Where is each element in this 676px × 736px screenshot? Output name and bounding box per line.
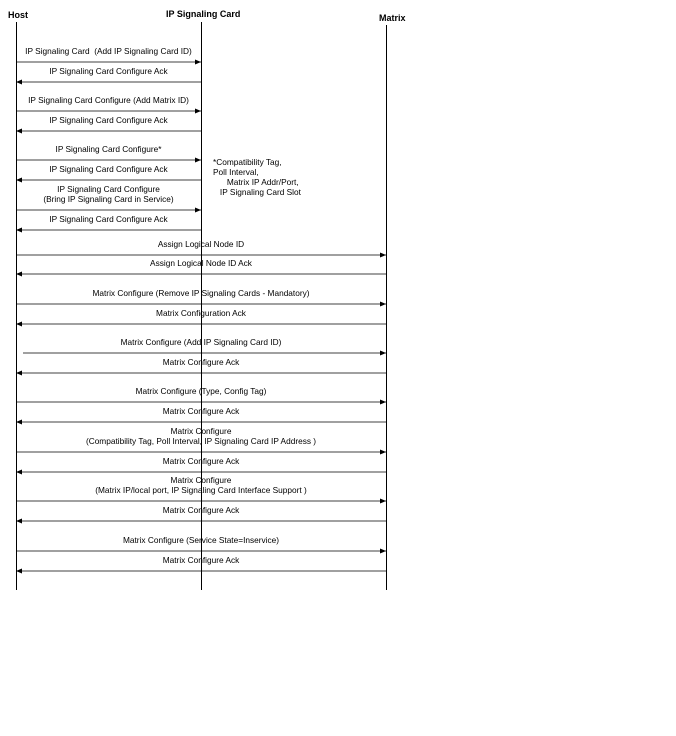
- message-arrowhead: [16, 371, 22, 376]
- message-label: IP Signaling Card Configure Ack: [49, 164, 168, 174]
- message-arrowhead: [195, 60, 201, 65]
- message-label: Matrix Configure Ack: [162, 357, 240, 367]
- participant-matrix: Matrix: [379, 13, 406, 23]
- message-arrowhead: [16, 569, 22, 574]
- message-arrowhead: [16, 322, 22, 327]
- message-label: IP Signaling Card Configure Ack: [49, 214, 168, 224]
- message-label: Matrix Configuration Ack: [156, 308, 246, 318]
- message-arrowhead: [16, 80, 22, 85]
- participant-ip-signaling-card: IP Signaling Card: [166, 9, 241, 19]
- message-arrowhead: [16, 470, 22, 475]
- message-label: Assign Logical Node ID: [157, 239, 245, 249]
- message-label: Matrix Configure (Matrix IP/local port, IP Signaling Card Interface Support ): [95, 475, 307, 495]
- message-arrowhead: [380, 351, 386, 356]
- message-arrowhead: [16, 519, 22, 524]
- message-label: Matrix Configure Ack: [162, 406, 240, 416]
- message-label: Matrix Configure (Compatibility Tag, Poll Interval, IP Signaling Card IP Address ): [85, 426, 317, 446]
- message-label: Matrix Configure Ack: [162, 555, 240, 565]
- message-arrowhead: [380, 302, 386, 307]
- message-label: IP Signaling Card Configure (Bring IP Signaling Card in Service): [43, 184, 174, 204]
- message-label: Assign Logical Node ID Ack: [150, 258, 252, 268]
- message-arrowhead: [380, 400, 386, 405]
- message-label: Matrix Configure Ack: [162, 456, 240, 466]
- message-arrowhead: [380, 549, 386, 554]
- message-label: Matrix Configure (Remove IP Signaling Cards - Mandatory): [92, 288, 310, 298]
- configure-note: *Compatibility Tag, Poll Interval, Matrix IP Addr/Port, IP Signaling Card Slot: [213, 157, 301, 197]
- message-arrowhead: [380, 450, 386, 455]
- message-arrowhead: [380, 253, 386, 258]
- message-label: Matrix Configure Ack: [162, 505, 240, 515]
- message-label: IP Signaling Card Configure Ack: [49, 115, 168, 125]
- message-arrowhead: [16, 272, 22, 277]
- message-label: Matrix Configure (Service State=Inservice): [122, 535, 280, 545]
- message-arrowhead: [16, 178, 22, 183]
- message-label: Matrix Configure (Add IP Signaling Card ID): [120, 337, 282, 347]
- message-arrowhead: [195, 208, 201, 213]
- message-label: IP Signaling Card Configure*: [55, 144, 162, 154]
- message-arrowhead: [380, 499, 386, 504]
- message-label: IP Signaling Card (Add IP Signaling Card ID): [25, 46, 192, 56]
- message-label: IP Signaling Card Configure (Add Matrix ID): [28, 95, 189, 105]
- message-arrowhead: [16, 228, 22, 233]
- message-arrowhead: [16, 420, 22, 425]
- participant-host: Host: [8, 10, 28, 20]
- message-arrowhead: [16, 129, 22, 134]
- message-arrowhead: [195, 158, 201, 163]
- message-label: Matrix Configure (Type, Config Tag): [135, 386, 267, 396]
- message-arrowhead: [195, 109, 201, 114]
- message-label: IP Signaling Card Configure Ack: [49, 66, 168, 76]
